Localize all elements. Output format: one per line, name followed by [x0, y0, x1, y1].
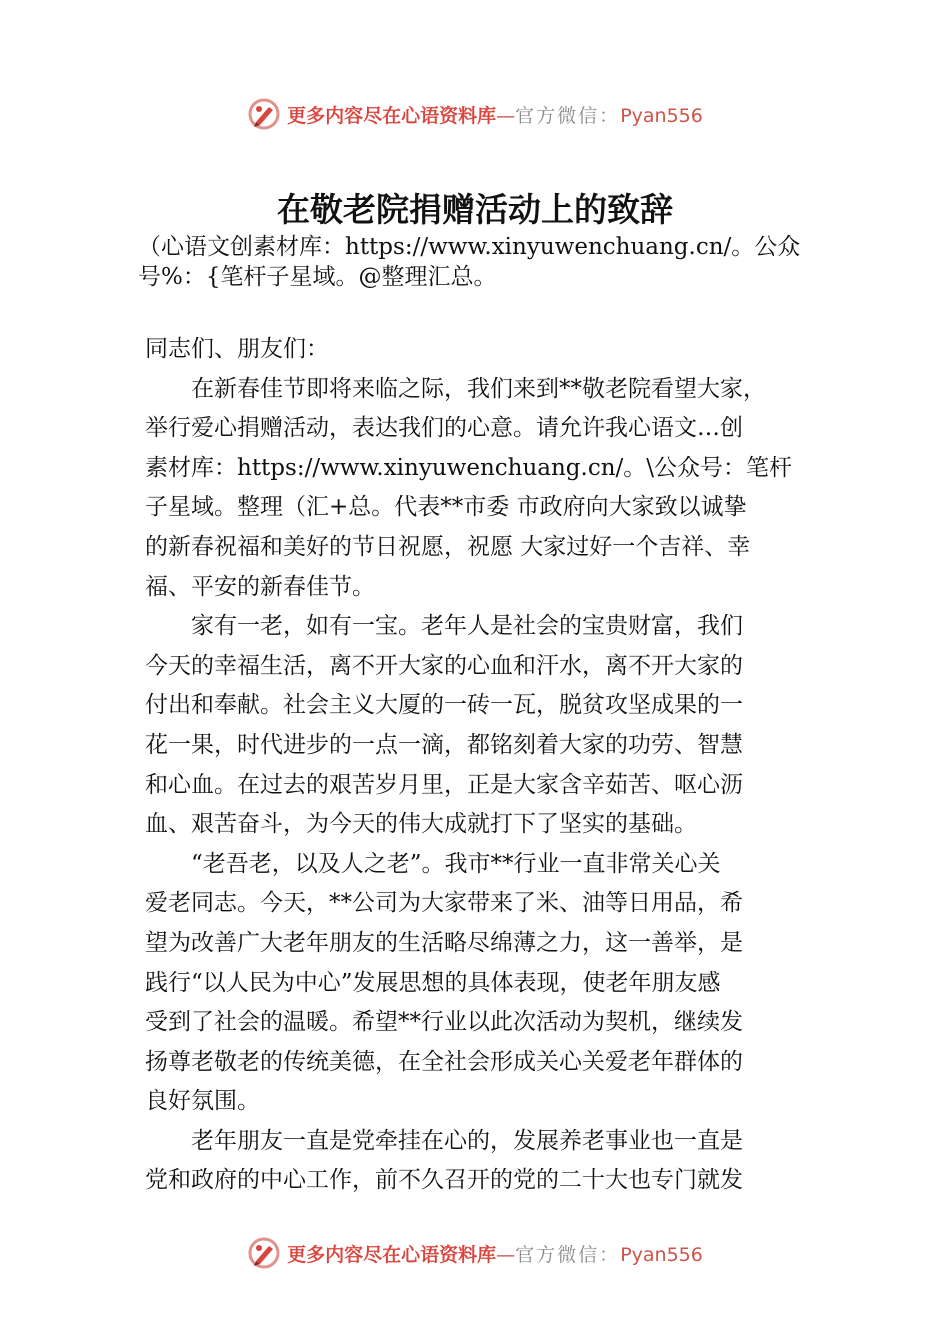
text-line: 家有一老，如有一宝。老年人是社会的宝贵财富，我们: [145, 613, 743, 640]
banner-slogan: 更多内容尽在心语资料库: [287, 1243, 497, 1266]
banner-slogan: 更多内容尽在心语资料库: [287, 104, 497, 127]
banner-label: 官方微信：: [515, 1243, 621, 1266]
text-line: 福、平安的新春佳节。: [145, 573, 375, 600]
text-line: 望为改善广大老年朋友的生活略尽绵薄之力，这一善举，是: [145, 929, 743, 956]
banner-label: 官方微信：: [515, 104, 621, 127]
source-note: [138, 232, 828, 292]
text-line: 受到了社会的温暖。希望**行业以此次活动为契机，继续发: [145, 1009, 743, 1036]
banner-wechat-id: Pyan556: [620, 104, 703, 127]
text-line: 党和政府的中心工作，前不久召开的党的二十大也专门就发: [145, 1167, 743, 1194]
text-line: “老吾老，以及人之老”。我市**行业一直非常关心关: [145, 850, 721, 877]
pen-logo-icon: [247, 1236, 281, 1270]
text-line: 子星域。整理（汇+总。代表**市委 市政府向大家致以诚挚: [145, 494, 747, 521]
body-text: [145, 330, 815, 1201]
text-line: 良好氛围。: [145, 1088, 260, 1115]
text-line: 在新春佳节即将来临之际，我们来到**敬老院看望大家，: [145, 375, 766, 402]
text-line: 同志们、朋友们：: [145, 336, 329, 362]
banner-text: [287, 101, 703, 128]
banner-text: [287, 1240, 703, 1267]
banner-dash: —: [496, 104, 516, 127]
footer-banner: [0, 1233, 950, 1273]
text-line: 老年朋友一直是党牵挂在心的，发展养老事业也一直是: [145, 1127, 743, 1154]
banner-dash: —: [496, 1243, 516, 1266]
text-line: 血、艰苦奋斗，为今天的伟大成就打下了坚实的基础。: [145, 811, 697, 838]
text-line: 付出和奉献。社会主义大厦的一砖一瓦，脱贫攻坚成果的一: [145, 692, 743, 719]
text-line: 践行“以人民为中心”发展思想的具体表现，使老年朋友感: [145, 969, 721, 996]
banner-wechat-id: Pyan556: [620, 1243, 703, 1266]
text-line: 举行爱心捐赠活动，表达我们的心意。请允许我心语文…创: [145, 415, 743, 442]
source-line: 号%：{笔杆子星域。@整理汇总。: [138, 264, 497, 290]
page-title: 在敬老院捐赠活动上的致辞: [277, 190, 673, 229]
pen-logo-icon: [247, 97, 281, 131]
text-line: 今天的幸福生活，离不开大家的心血和汗水，离不开大家的: [145, 652, 743, 679]
text-line: 素材库：https://www.xinyuwenchuang.cn/。\公众号：笔杆: [145, 454, 793, 481]
text-line: 和心血。在过去的艰苦岁月里，正是大家含辛茹苦、呕心沥: [145, 771, 743, 798]
text-line: 花一果，时代进步的一点一滴，都铭刻着大家的功劳、智慧: [145, 731, 743, 758]
text-line: 爱老同志。今天，**公司为大家带来了米、油等日用品，希: [145, 890, 743, 917]
text-line: 的新春祝福和美好的节日祝愿，祝愿 大家过好一个吉祥、幸: [145, 533, 751, 560]
header-banner: [0, 94, 950, 134]
text-line: 扬尊老敬老的传统美德，在全社会形成关心关爱老年群体的: [145, 1048, 743, 1075]
source-line: （心语文创素材库：https://www.xinyuwenchuang.cn/。公众: [138, 234, 801, 260]
